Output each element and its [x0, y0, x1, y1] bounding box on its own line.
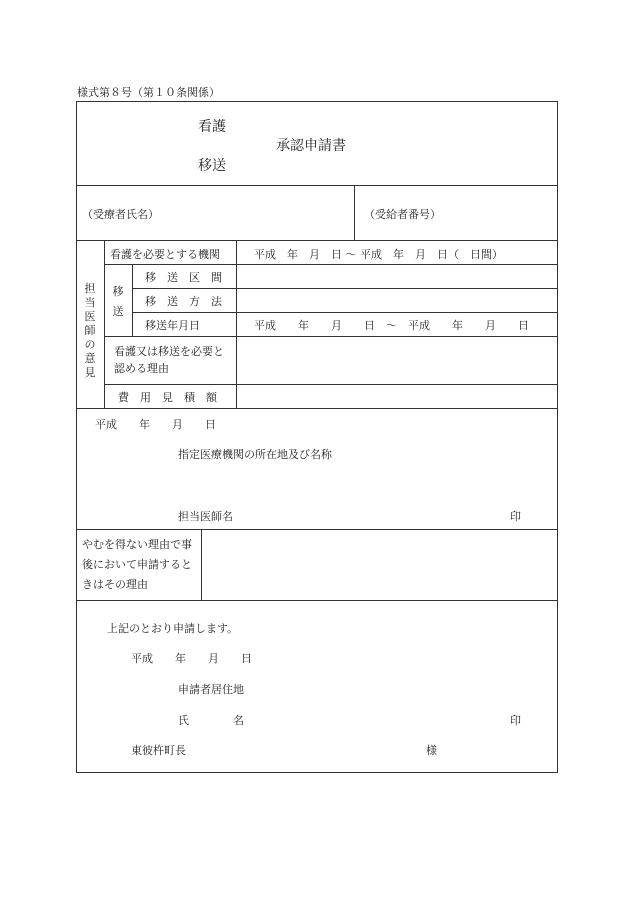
nursing-period-label: 看護を必要とする機関 [110, 248, 220, 261]
divider [104, 336, 558, 337]
title-main: 承認申請書 [276, 138, 346, 154]
divider [104, 240, 105, 408]
late-reason-label: やむを得ない理由で事後において申請するときはその理由 [82, 538, 192, 591]
title-nursing: 看護 [198, 119, 226, 135]
cost-estimate-label: 費 用 見 積 額 [118, 391, 217, 404]
divider [76, 408, 558, 409]
divider [132, 312, 558, 313]
transport-date-value: 平成 年 月 日 〜 平成 年 月 日 [254, 319, 529, 332]
divider [76, 185, 558, 186]
divider [132, 264, 133, 336]
recipient-number-label: （受給者番号） [364, 208, 441, 221]
transport-section-label: 移 送 区 間 [145, 271, 222, 284]
divider [236, 240, 237, 408]
nursing-period-value: 平成 年 月 日 〜 平成 年 月 日（ 日間） [254, 248, 503, 261]
addressee: 東彼杵町長 [131, 744, 186, 757]
transport-method-label: 移 送 方 法 [145, 295, 222, 308]
doctor-opinion-side-label: 担当医師の意見 [84, 282, 96, 379]
divider [201, 529, 202, 600]
applicant-address-label: 申請者居住地 [178, 683, 244, 696]
applicant-name-label: 氏 名 [178, 714, 244, 727]
doctor-sign-date: 平成 年 月 日 [95, 418, 216, 431]
transport-date-label: 移送年月日 [145, 319, 200, 332]
institution-label: 指定医療機関の所在地及び名称 [178, 448, 332, 461]
doctor-seal: 印 [510, 510, 521, 523]
transport-side-label: 移送 [112, 285, 124, 318]
addressee-honorific: 様 [426, 744, 437, 757]
divider [76, 529, 558, 530]
application-form [76, 101, 558, 773]
applicant-seal: 印 [510, 714, 521, 727]
divider [76, 240, 558, 241]
divider [104, 264, 558, 265]
divider [354, 185, 355, 240]
patient-name-label: （受療者氏名） [82, 208, 159, 221]
form-id: 様式第８号（第１０条関係） [77, 86, 220, 99]
application-date: 平成 年 月 日 [131, 652, 252, 665]
application-statement: 上記のとおり申請します。 [107, 622, 239, 635]
divider [76, 600, 558, 601]
reason-label: 看護又は移送を必要と認める理由 [114, 345, 224, 375]
title-transport: 移送 [198, 158, 226, 174]
divider [132, 288, 558, 289]
doctor-name-label: 担当医師名 [178, 510, 233, 523]
divider [104, 384, 558, 385]
